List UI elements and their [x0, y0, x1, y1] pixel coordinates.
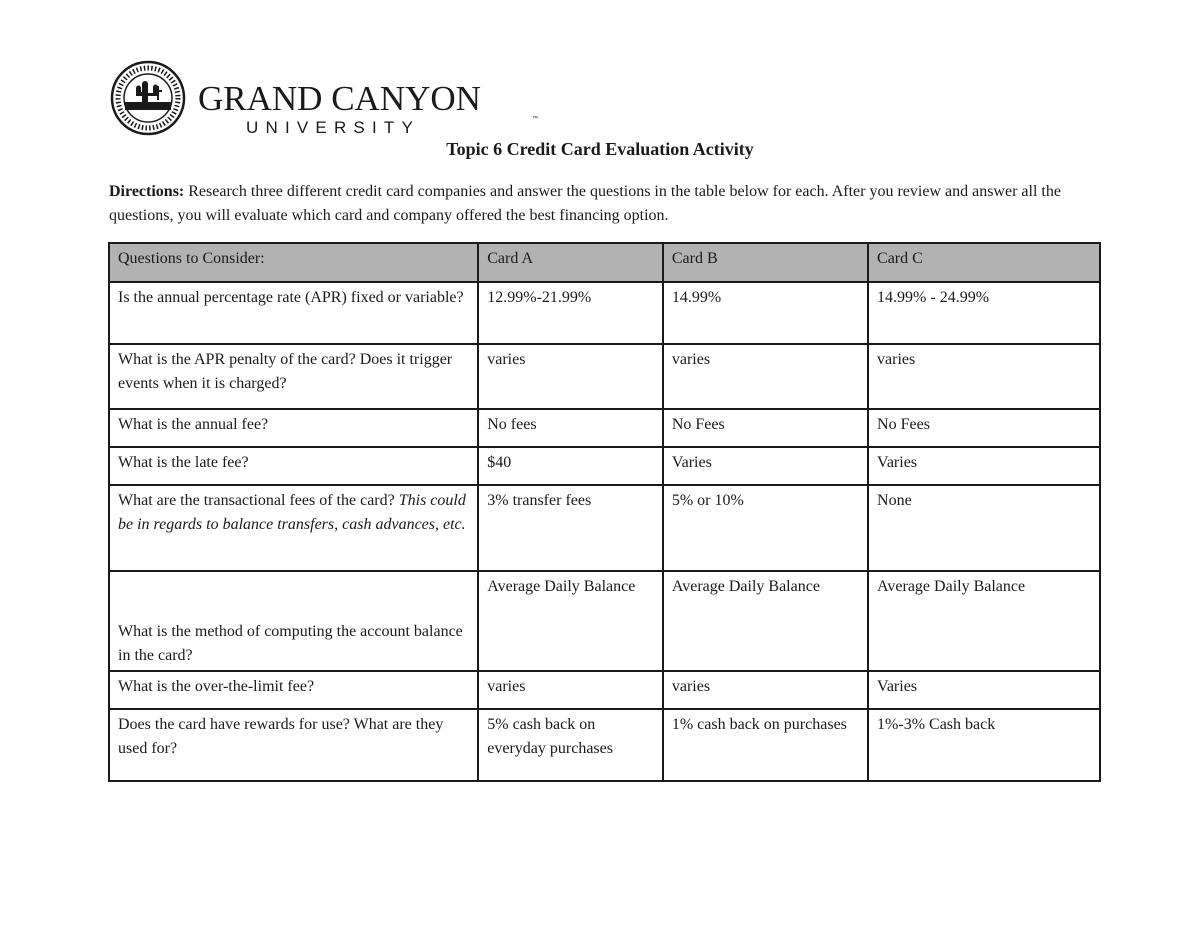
- question-cell: What is the APR penalty of the card? Does it trigger events when it is charged?: [109, 344, 478, 409]
- header-questions: Questions to Consider:: [109, 243, 478, 282]
- directions-text: Research three different credit card companies and answer the questions in the table below for each. After you review and answer all the questions, you will evaluate which card and company offered the best financing option.: [109, 183, 1061, 224]
- card-b-cell: No Fees: [663, 409, 868, 447]
- card-c-cell: Varies: [868, 447, 1100, 485]
- table-row: [109, 571, 1100, 671]
- question-italic-note: This could be in regards to balance transfers, cash advances, etc.: [118, 492, 466, 533]
- directions-paragraph: [109, 180, 1099, 228]
- question-cell: What is the over-the-limit fee?: [109, 671, 478, 709]
- card-b-cell: 14.99%: [663, 282, 868, 344]
- question-cell: Is the annual percentage rate (APR) fixed or variable?: [109, 282, 478, 344]
- card-a-cell: 5% cash back on everyday purchases: [478, 709, 663, 781]
- table-header-row: [109, 243, 1100, 282]
- card-c-cell: varies: [868, 344, 1100, 409]
- header-card-c: Card C: [868, 243, 1100, 282]
- credit-card-table: [108, 242, 1101, 782]
- card-a-cell: 12.99%-21.99%: [478, 282, 663, 344]
- question-cell: Does the card have rewards for use? What are they used for?: [109, 709, 478, 781]
- header-card-b: Card B: [663, 243, 868, 282]
- card-a-cell: varies: [478, 344, 663, 409]
- logo-wordmark: GRAND CANYON: [198, 79, 481, 118]
- card-b-cell: Varies: [663, 447, 868, 485]
- question-cell: [109, 485, 478, 571]
- table-row: [109, 671, 1100, 709]
- card-c-cell: Average Daily Balance: [868, 571, 1100, 671]
- table-row: [109, 709, 1100, 781]
- card-b-cell: varies: [663, 344, 868, 409]
- question-cell: What is the annual fee?: [109, 409, 478, 447]
- table-row: [109, 409, 1100, 447]
- card-c-cell: No Fees: [868, 409, 1100, 447]
- card-b-cell: varies: [663, 671, 868, 709]
- directions-label: Directions:: [109, 183, 185, 200]
- table-row: [109, 485, 1100, 571]
- card-a-cell: varies: [478, 671, 663, 709]
- header-card-a: Card A: [478, 243, 663, 282]
- university-logo: [108, 60, 538, 137]
- logo-subtitle: UNIVERSITY: [246, 118, 421, 137]
- card-a-cell: $40: [478, 447, 663, 485]
- card-a-cell: Average Daily Balance: [478, 571, 663, 671]
- card-c-cell: 14.99% - 24.99%: [868, 282, 1100, 344]
- card-c-cell: 1%-3% Cash back: [868, 709, 1100, 781]
- page-title: Topic 6 Credit Card Evaluation Activity: [446, 139, 754, 159]
- university-seal-icon: [108, 60, 192, 136]
- question-text: What are the transactional fees of the card?: [118, 492, 399, 509]
- question-cell: What is the late fee?: [109, 447, 478, 485]
- table-row: [109, 344, 1100, 409]
- card-b-cell: 1% cash back on purchases: [663, 709, 868, 781]
- card-a-cell: 3% transfer fees: [478, 485, 663, 571]
- card-c-cell: None: [868, 485, 1100, 571]
- card-b-cell: 5% or 10%: [663, 485, 868, 571]
- table-row: [109, 282, 1100, 344]
- card-c-cell: Varies: [868, 671, 1100, 709]
- question-cell: What is the method of computing the account balance in the card?: [109, 571, 478, 671]
- card-b-cell: Average Daily Balance: [663, 571, 868, 671]
- card-a-cell: No fees: [478, 409, 663, 447]
- logo-trademark: ™: [532, 116, 538, 122]
- table-row: [109, 447, 1100, 485]
